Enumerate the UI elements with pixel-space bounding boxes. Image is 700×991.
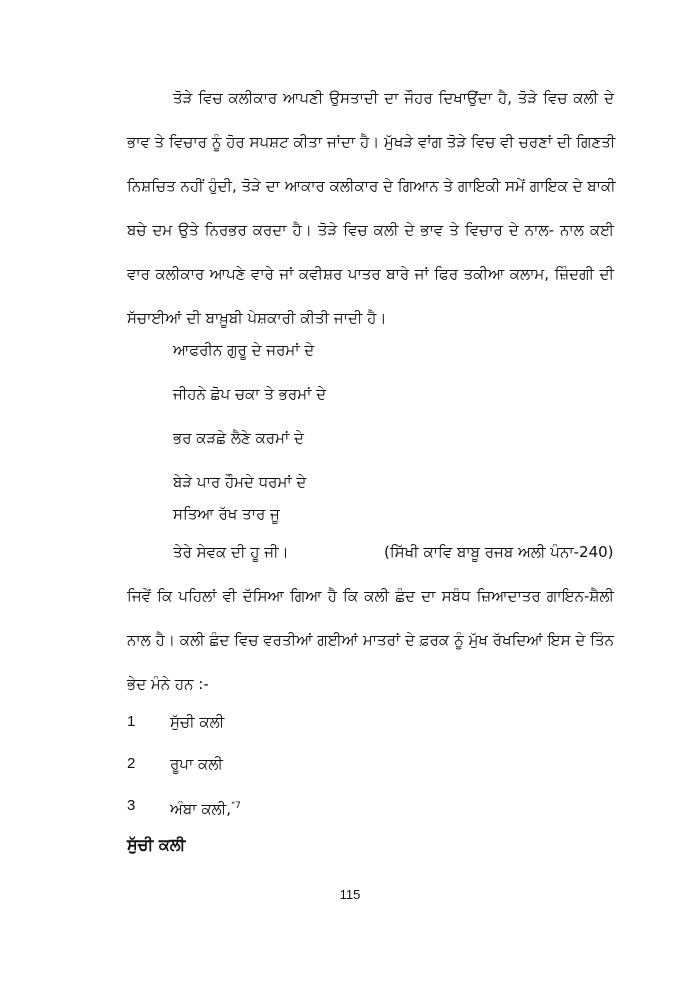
page-number: 115 <box>339 887 361 902</box>
paragraph-line: ਬਚੇ ਦਮ ਉਤੇ ਨਿਰਭਰ ਕਰਦਾ ਹੈ। ਤੋੜੇ ਵਿਚ ਕਲੀ ਦੇ ਭਾਵ ਤੇ ਵਿਚਾਰ ਦੇ ਨਾਲ- ਨਾਲ ਕਈ <box>127 221 614 239</box>
verse-line: ਸਤਿਆ ਰੱਖ ਤਾਰ ਜੂ <box>173 505 280 523</box>
list-number: 3 <box>127 797 136 814</box>
paragraph-line: ਤੋੜੇ ਵਿਚ ਕਲੀਕਾਰ ਆਪਣੀ ਉਸਤਾਦੀ ਦਾ ਜੌਹਰ ਦਿਖਾਉਂਦਾ ਹੈ, ਤੋੜੇ ਵਿਚ ਕਲੀ ਦੇ <box>173 89 614 107</box>
verse-citation: (ਸਿੱਖੀ ਕਾਵਿ ਬਾਬੂ ਰਜਬ ਅਲੀ ਪੰਨਾ-240) <box>384 543 614 561</box>
verse-line: ਜੀਹਨੇ ਛੋਪ ਚਕਾ ਤੇ ਭਰਮਾਂ ਦੇ <box>173 385 327 403</box>
footnote-marker: "7 <box>230 801 241 811</box>
list-number: 2 <box>127 755 136 772</box>
list-number: 1 <box>127 713 136 730</box>
verse-line: ਤੇਰੇ ਸੇਵਕ ਦੀ ਹੂ ਜੀ। <box>173 543 289 561</box>
paragraph-line: ਭੇਦ ਮੰਨੇ ਹਨ :- <box>127 675 209 693</box>
paragraph-line: ਵਾਰ ਕਲੀਕਾਰ ਆਪਣੇ ਵਾਰੇ ਜਾਂ ਕਵੀਸ਼ਰ ਪਾਤਰ ਬਾਰੇ ਜਾਂ ਫਿਰ ਤਕੀਆ ਕਲਾਮ, ਜ਼ਿੰਦਗੀ ਦੀ <box>127 265 614 283</box>
paragraph-line: ਭਾਵ ਤੇ ਵਿਚਾਰ ਨੂੰ ਹੋਰ ਸਪਸ਼ਟ ਕੀਤਾ ਜਾਂਦਾ ਹੈ। ਮੁੱਖੜੇ ਵਾਂਗ ਤੋੜੇ ਵਿਚ ਵੀ ਚਰਣਾਂ ਦੀ ਗਿਣਤੀ <box>127 133 616 151</box>
verse-line: ਬੇੜੇ ਪਾਰ ਹੌਮਦੇ ਧਰਮਾਂ ਦੇ <box>173 473 307 491</box>
verse-line: ਆਫਰੀਨ ਗੁਰੂ ਦੇ ਜਰਮਾਂ ਦੇ <box>173 341 315 359</box>
paragraph-line: ਨਿਸ਼ਚਿਤ ਨਹੀਂ ਹੁੰਦੀ, ਤੋੜੇ ਦਾ ਆਕਾਰ ਕਲੀਕਾਰ ਦੇ ਗਿਆਨ ਤੇ ਗਾਇਕੀ ਸਮੇਂ ਗਾਇਕ ਦੇ ਬਾਕੀ <box>127 177 616 195</box>
list-item: ਰੂਪਾ ਕਲੀ <box>170 755 223 773</box>
paragraph-line: ਜਿਵੇਂ ਕਿ ਪਹਿਲਾਂ ਵੀ ਦੱਸਿਆ ਗਿਆ ਹੈ ਕਿ ਕਲੀ ਛੰਦ ਦਾ ਸਬੰਧ ਜ਼ਿਆਦਾਤਰ ਗਾਇਨ-ਸ਼ੈਲੀ <box>127 587 614 605</box>
list-item: ਸੁੱਚੀ ਕਲੀ <box>170 713 225 731</box>
list-item: ਅੰਬਾ ਕਲੀ,$^{"7}$ <box>170 800 241 818</box>
section-heading: ਸੁੱਚੀ ਕਲੀ <box>127 835 186 854</box>
paragraph-line: ਸੱਚਾਈਆਂ ਦੀ ਬਾਖ਼ੂਬੀ ਪੇਸ਼ਕਾਰੀ ਕੀਤੀ ਜਾਦੀ ਹੈ। <box>127 309 387 327</box>
paragraph-line: ਨਾਲ ਹੈ। ਕਲੀ ਛੰਦ ਵਿਚ ਵਰਤੀਆਂ ਗਈਆਂ ਮਾਤਰਾਂ ਦੇ ਫ਼ਰਕ ਨੂੰ ਮੁੱਖ ਰੱਖਦਿਆਂ ਇਸ ਦੇ ਤਿੰਨ <box>127 631 614 649</box>
verse-line: ਭਰ ਕੜਛੇ ਲੈਣੇ ਕਰਮਾਂ ਦੇ <box>173 429 304 447</box>
